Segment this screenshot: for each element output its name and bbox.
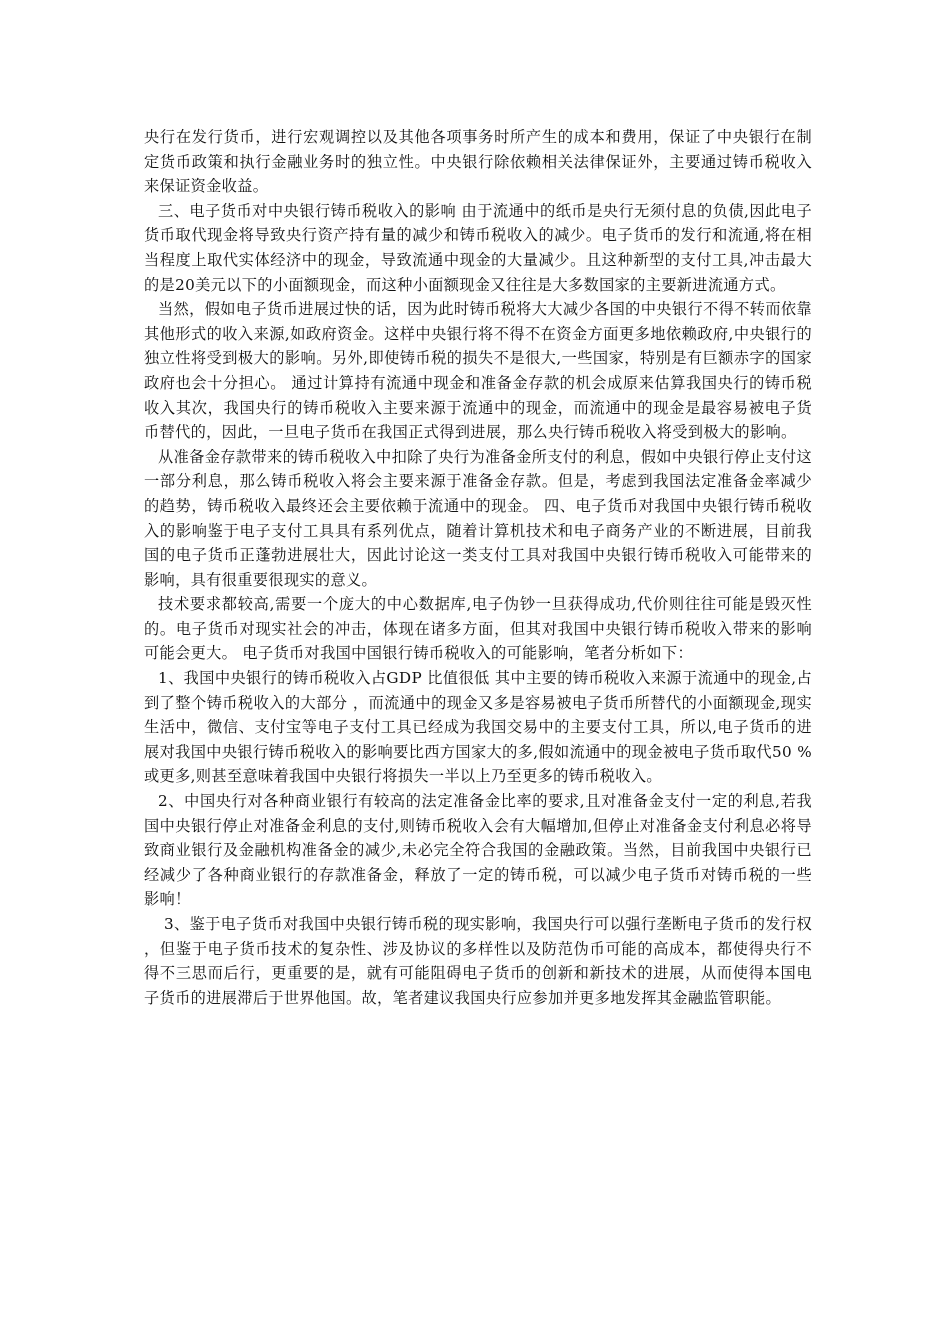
paragraph-3: 当然，假如电子货币进展过快的话，因为此时铸币税将大大减少各国的中央银行不得不转而依靠其他形式的收入来源,如政府资金。这样中央银行将不得不在资金方面更多地依赖政府,中央银行的独立性将受到极大的影响。另外,即使铸币税的损失不是很大,一些国家，特别是有巨额赤字的国家政府也会十分担心。 通过计算持有流通中现金和准备金存款的机会成原来估算我国央行的铸币税收入其次，我国央行的铸币税收入主要来源于流通中的现金，而流通中的现金是最容易被电子货币替代的，因此，一旦电子货币在我国正式得到进展，那么央行铸币税收入将受到极大的影响。 (144, 300, 812, 442)
paragraph-1: 央行在发行货币，进行宏观调控以及其他各项事务时所产生的成本和费用，保证了中央银行在制定货币政策和执行金融业务时的独立性。中央银行除依赖相关法律保证外，主要通过铸币税收入来保证资金收益。 (144, 128, 812, 196)
paragraph-7: 2、中国央行对各种商业银行有较高的法定准备金比率的要求,且对准备金支付一定的利息,若我国中央银行停止对准备金利息的支付,则铸币税收入会有大幅增加,但停止对准备金支付利息必将导致商业银行及金融机构准备金的减少,未必完全符合我国的金融政策。当然，目前我国中央银行已经减少了各种商业银行的存款准备金，释放了一定的铸币税，可以减少电子货币对铸币税的一些影响！ (144, 792, 812, 909)
paragraph-2: 三、电子货币对中央银行铸币税收入的影响 由于流通中的纸币是央行无须付息的负债,因此电子货币取代现金将导致央行资产持有量的减少和铸币税收入的减少。电子货币的发行和流通,将在相当程度上取代实体经济中的现金，导致流通中现金的大量减少。且这种新型的支付工具,冲击最大的是20美元以下的小面额现金，而这种小面额现金又往往是大多数国家的主要新进流通方式。 (144, 201, 812, 294)
document-body (144, 125, 812, 1010)
paragraph-4: 从准备金存款带来的铸币税收入中扣除了央行为准备金所支付的利息，假如中央银行停止支付这一部分利息，那么铸币税收入将会主要来源于准备金存款。但是，考虑到我国法定准备金率减少的趋势，铸币税收入最终还会主要依赖于流通中的现金。 四、电子货币对我国中央银行铸币税收入的影响鉴于电子支付工具具有系列优点，随着计算机技术和电子商务产业的不断进展，目前我国的电子货币正蓬勃进展壮大，因此讨论这一类支付工具对我国中央银行铸币税收入可能带来的影响，具有很重要很现实的意义。 (144, 447, 812, 589)
paragraph-5: 技术要求都较高,需要一个庞大的中心数据库,电子伪钞一旦获得成功,代价则往往可能是毁灭性的。电子货币对现实社会的冲击，体现在诸多方面，但其对我国中央银行铸币税收入带来的影响可能会更大。 电子货币对我国中国银行铸币税收入的可能影响，笔者分析如下： (144, 595, 812, 663)
paragraph-8: 3、鉴于电子货币对我国中央银行铸币税的现实影响，我国央行可以强行垄断电子货币的发行权 ，但鉴于电子货币技术的复杂性、涉及协议的多样性以及防范伪币可能的高成本，都使得央行不得不三思而后行，更重要的是，就有可能阻碍电子货币的创新和新技术的进展，从而使得本国电子货币的进展滞后于世界他国。故，笔者建议我国央行应参加并更多地发挥其金融监管职能。 (144, 915, 812, 1007)
paragraph-6: 1、我国中央银行的铸币税收入占GDP 比值很低 其中主要的铸币税收入来源于流通中的现金,占到了整个铸币税收入的大部分 ，而流通中的现金又多是容易被电子货币所替代的小面额现金,现实生活中，微信、支付宝等电子支付工具已经成为我国交易中的主要支付工具，所以,电子货币的进展对我国中央银行铸币税收入的影响要比西方国家大的多,假如流通中的现金被电子货币取代50 % 或更多,则甚至意味着我国中央银行将损失一半以上乃至更多的铸币税收入。 (144, 669, 812, 786)
